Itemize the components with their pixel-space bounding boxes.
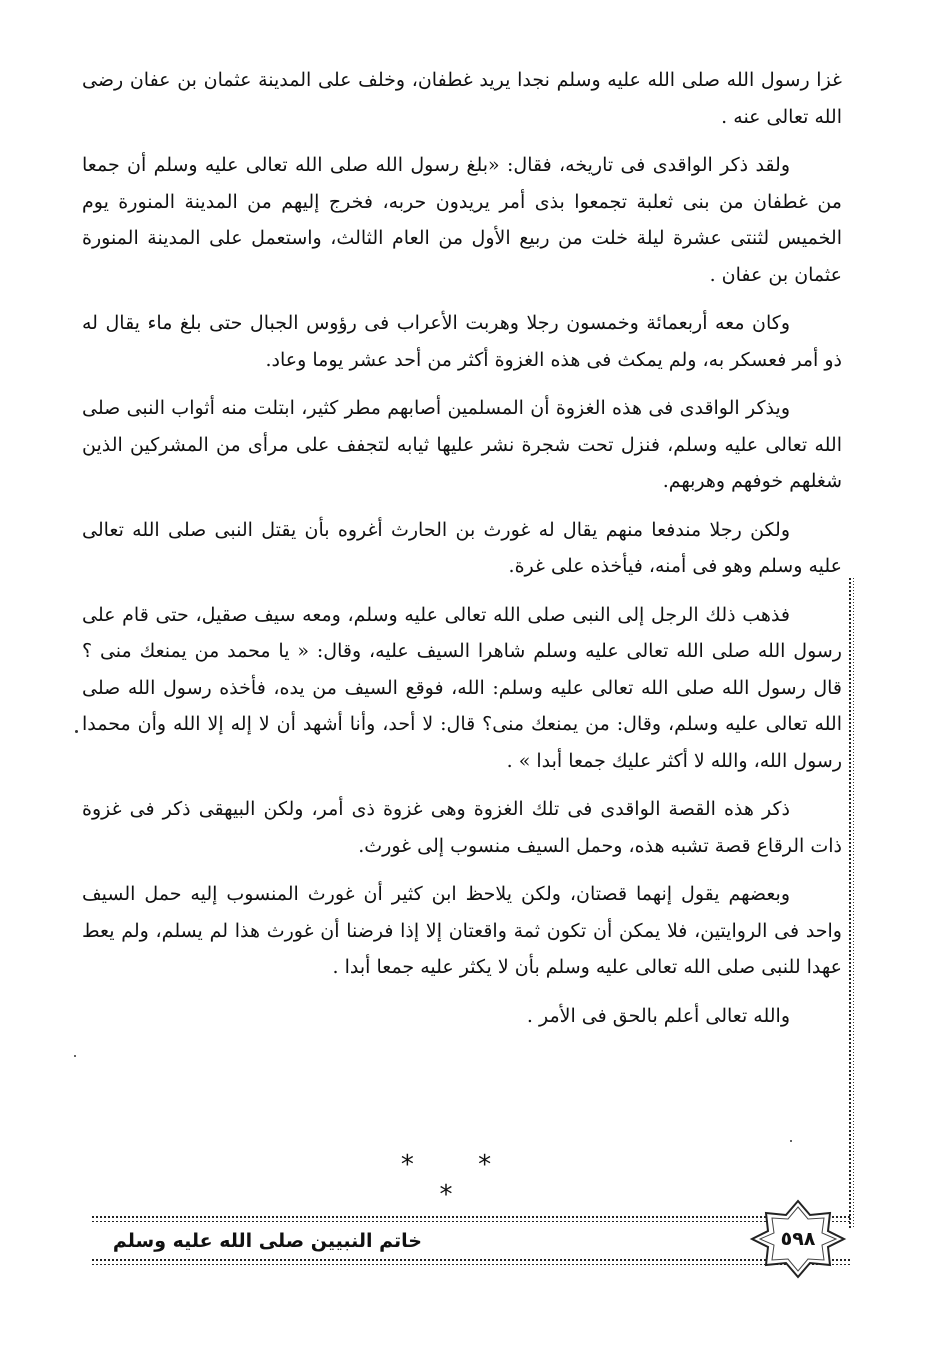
page-number-badge [748, 1199, 848, 1279]
page-number: ٥٩٨ [780, 1228, 816, 1250]
paragraph-8: وبعضهم يقول إنهما قصتان، ولكن يلاحظ ابن كثير أن غورث المنسوب إليه حمل السيف واحد فى الروايتين، فلا يمكن أن تكون ثمة واقعتان إلا إذا فرضنا أن غورث هذا لم يسلم، ولم يعط عهدا للنبى صلى الله تعالى عليه وسلم بأن لا يكثر عليه جمعا أبدا . [82, 883, 842, 978]
paragraph-5: ولكن رجلا مندفعا منهم يقال له غورث بن الحارث أغروه بأن يقتل النبى صلى الله تعالى عليه وسلم وهو فى أمنه، فيأخذه على غرة. [82, 518, 842, 577]
running-footer-title: خاتم النبيين صلى الله عليه وسلم [112, 1230, 422, 1252]
paragraph-3: وكان معه أربعمائة وخمسون رجلا وهربت الأعراب فى رؤوس الجبال حتى بلغ ماء يقال له ذو أمر فعسكر به، ولم يمكث فى هذه الغزوة أكثر من أحد عشر يوما وعاد. [82, 312, 842, 371]
footer-rule-bottom [92, 1259, 850, 1261]
footer-rule-top [92, 1216, 850, 1218]
footer-rule-bottom-inner [92, 1264, 850, 1265]
page-frame-right-inner [853, 578, 854, 1228]
paragraph-4: ويذكر الواقدى فى هذه الغزوة أن المسلمين أصابهم مطر كثير، ابتلت منه أثواب النبى صلى الله تعالى عليه وسلم، فنزل تحت شجرة نشر عليها ثيابه لتجفف على مرأى من المشركين الذين شغلهم خوفهم وهربهم. [82, 397, 842, 492]
page-frame-right [849, 578, 851, 1228]
paragraph-1: غزا رسول الله صلى الله عليه وسلم نجدا يريد غطفان، وخلف على المدينة عثمان بن عفان رضى الله تعالى عنه . [82, 69, 842, 128]
page-body [82, 62, 842, 1046]
paragraph-9: والله تعالى أعلم بالحق فى الأمر . [526, 1004, 790, 1027]
paragraph-6: فذهب ذلك الرجل إلى النبى صلى الله تعالى عليه وسلم، ومعه سيف صقيل، حتى قام على رسول الله صلى الله تعالى عليه وسلم شاهرا السيف عليه، وقال: « يا محمد من يمنعك منى ؟ قال رسول الله صلى الله تعالى عليه وسلم: الله، فوقع السيف من يده، فأخذه رسول الله صلى الله تعالى عليه وسلم، وقال: من يمنعك منى؟ قال: لا أحد، وأنا أشهد أن لا إله إلا الله وأن محمدا رسول الله، والله لا أكثر عليك جمعا أبدا » . [82, 603, 842, 772]
paragraph-2: ولقد ذكر الواقدى فى تاريخه، فقال: «بلغ رسول الله صلى الله تعالى عليه وسلم أن جمعا من غطفان من بنى ثعلبة تجمعوا بذى أمر يريدون حربه، فخرج إليهم من المدينة المنورة يوم الخميس لثنتى عشرة ليلة خلت من ربيع الأول من العام الثالث، واستعمل على المدينة المنورة عثمان بن عفان . [82, 154, 842, 286]
paragraph-7: ذكر هذه القصة الواقدى فى تلك الغزوة وهى غزوة ذى أمر، ولكن البيهقى ذكر فى غزوة ذات الرقاع قصة تشبه هذه، وحمل السيف منسوب إلى غورث. [82, 798, 842, 857]
section-separator: * * * [400, 1150, 520, 1210]
footer-rule-top-inner [92, 1221, 850, 1222]
